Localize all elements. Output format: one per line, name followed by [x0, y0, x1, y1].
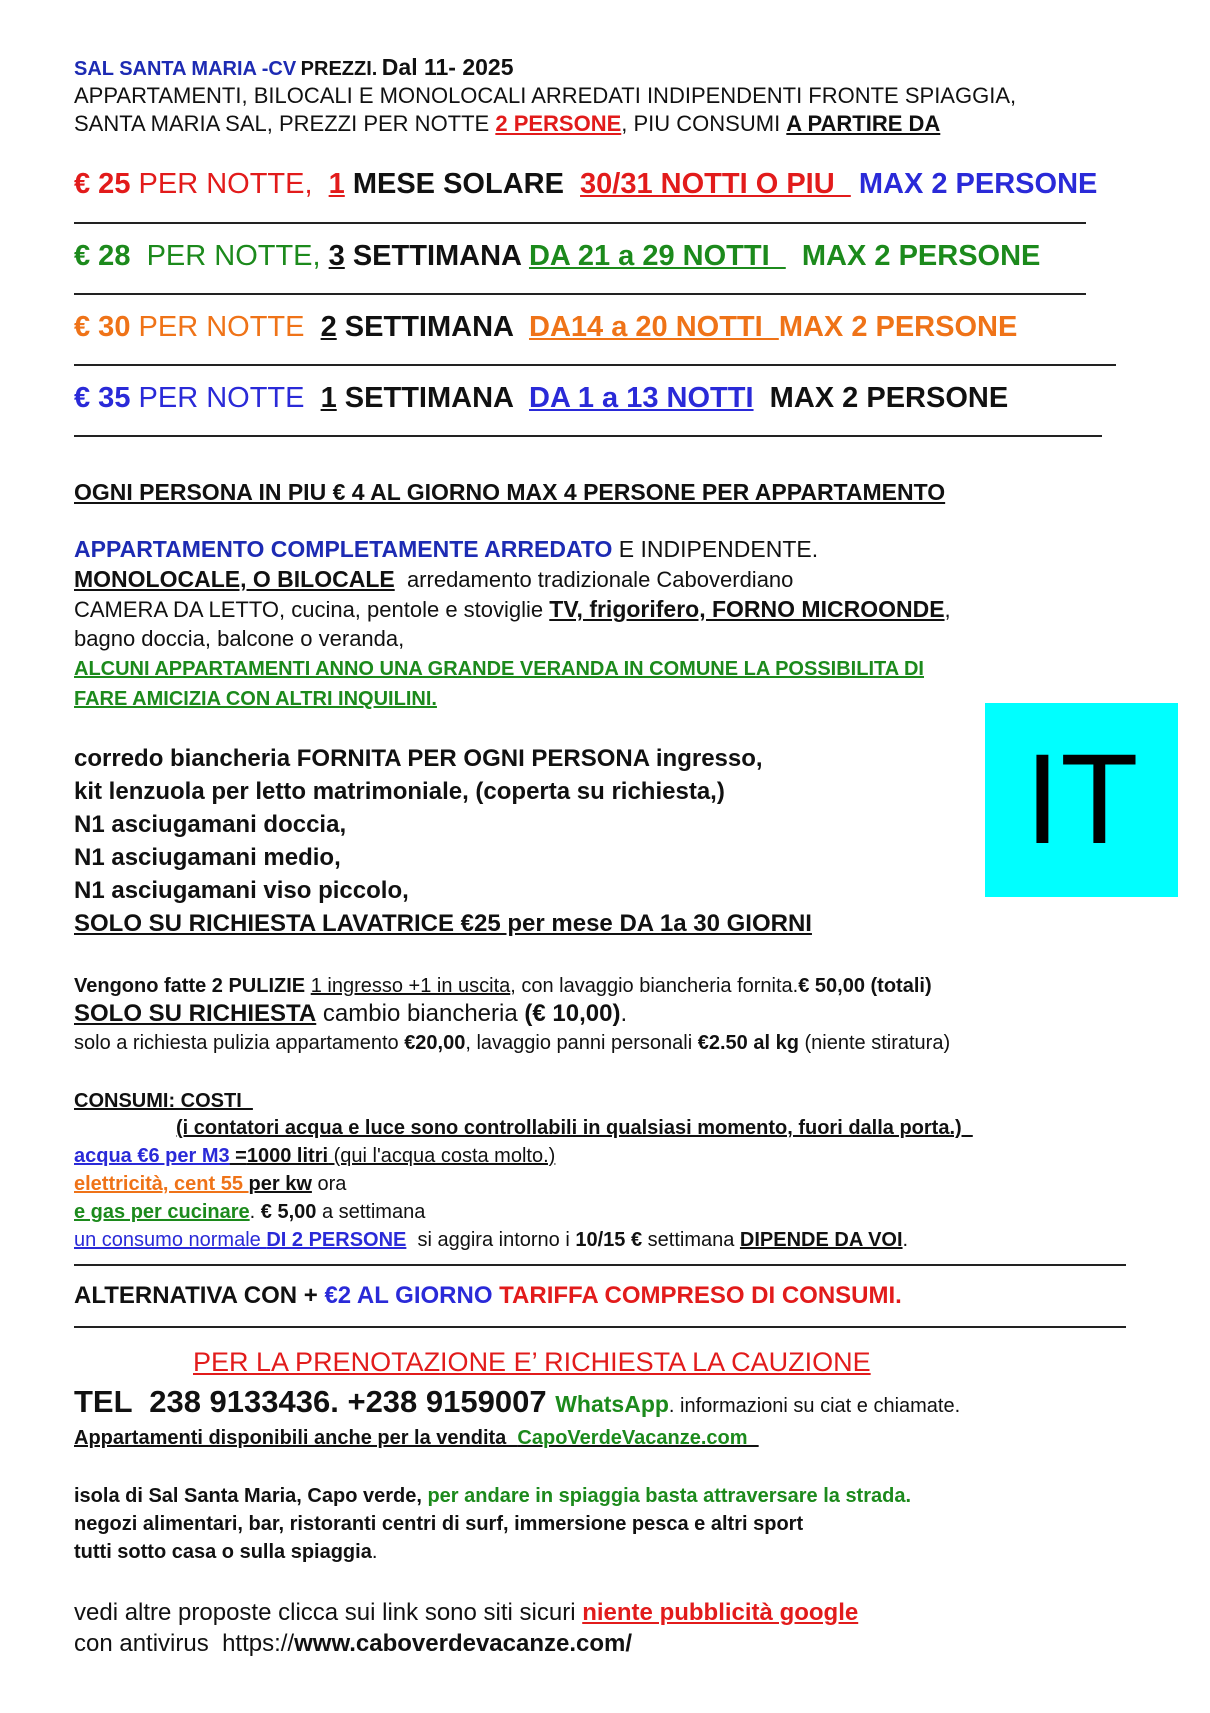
gas-cost [74, 1201, 425, 1224]
linen-line-4: N1 asciugamani medio, [74, 844, 341, 871]
price-range: DA 1 a 13 NOTTI [529, 382, 754, 414]
gas-period: a settimana [316, 1201, 426, 1223]
divider [74, 1264, 1126, 1266]
no-google-ads: niente pubblicità google [582, 1599, 859, 1626]
cleaning-laundry: , con lavaggio biancheria fornita. [510, 975, 799, 997]
title-prices: PREZZI. [300, 58, 378, 80]
personal-laundry: , lavaggio panni personali [465, 1032, 698, 1054]
water-equals: = [229, 1145, 247, 1167]
footer-antivirus: con antivirus https:// [74, 1630, 295, 1657]
desc-appliances: TV, frigorifero, FORNO MICROONDE [549, 596, 945, 622]
electricity-hour: ora [311, 1173, 347, 1195]
price-max-persons: MAX 2 PERSONE [753, 382, 1009, 414]
location-line-3 [74, 1541, 377, 1564]
gas-label: e gas per cucinare [74, 1201, 250, 1223]
desc-line-6: FARE AMICIZIA CON ALTRI INQUILINI. [74, 688, 437, 710]
linen-line-5: N1 asciugamani viso piccolo, [74, 877, 409, 904]
linen-line-2: kit lenzuola per letto matrimoniale, (coperta su richiesta,) [74, 778, 725, 805]
price-per-night: PER NOTTE, [130, 168, 329, 200]
header-line-1: APPARTAMENTI, BILOCALI E MONOLOCALI ARREDATI INDIPENDENTI FRONTE SPIAGGIA, [74, 83, 1017, 108]
cleaning-line-2 [74, 1000, 627, 1028]
consumi-note: (i contatori acqua e luce sono controllabili in qualsiasi momento, fuori dalla porta.) [176, 1117, 973, 1139]
title-date: Dal 11- 2025 [381, 54, 514, 80]
normal-consumption-week: settimana [642, 1229, 740, 1251]
desc-line-1 [74, 536, 818, 563]
extra-cleaning-price: €20,00 [404, 1032, 466, 1054]
price-period-number: 1 [320, 382, 337, 414]
contact-line [74, 1384, 960, 1420]
contact-info: . informazioni su ciat e chiamate. [668, 1395, 961, 1417]
divider [74, 293, 1086, 295]
divider [74, 364, 1116, 366]
desc-type: MONOLOCALE, O BILOCALE [74, 566, 395, 592]
whatsapp-label[interactable]: WhatsApp [555, 1391, 669, 1417]
electricity-price: elettricità, cent 55 [74, 1173, 249, 1195]
water-price: acqua €6 per M3 [74, 1145, 230, 1167]
beach-access: per andare in spiaggia basta attraversare la strada. [427, 1485, 912, 1507]
price-period: SETTIMANA [336, 311, 529, 343]
cleaning-line-3 [74, 1032, 950, 1055]
alternative-label: ALTERNATIVA CON + [74, 1282, 325, 1309]
alternative-price: €2 AL GIORNO [324, 1282, 493, 1309]
price-range: 30/31 NOTTI O PIU [580, 168, 851, 200]
alternative-included: TARIFFA COMPRESO DI CONSUMI. [492, 1282, 902, 1309]
linen-line-1: corredo biancheria FORNITA PER OGNI PERSONA ingresso, [74, 745, 763, 772]
desc-style: arredamento tradizionale Caboverdiano [394, 567, 794, 592]
price-period-number: 3 [328, 240, 345, 272]
cleaning-in-out: 1 ingresso +1 in uscita [310, 975, 511, 997]
price-max-persons: MAX 2 PERSONE [785, 240, 1041, 272]
price-per-night: PER NOTTE [130, 382, 321, 414]
language-badge [985, 703, 1178, 897]
linen-change-price: (€ 10,00) [524, 1000, 621, 1027]
gas-dot: . [249, 1201, 261, 1223]
price-period: SETTIMANA [344, 240, 529, 272]
footer-proposals: vedi altre proposte clicca sui link sono siti sicuri [74, 1599, 583, 1626]
divider [74, 1326, 1126, 1328]
cleaning-total: € 50,00 (totali) [798, 975, 932, 997]
electricity-cost [74, 1173, 346, 1196]
phone-numbers[interactable]: TEL 238 9133436. +238 9159007 [74, 1384, 556, 1419]
normal-consumption-text: si aggira intorno i [406, 1229, 576, 1251]
sale-line [74, 1427, 759, 1450]
header-persons: 2 PERSONE [495, 111, 622, 136]
price-period-number: 2 [320, 311, 337, 343]
desc-independent: E INDIPENDENTE. [612, 536, 819, 562]
desc-line-2 [74, 566, 793, 593]
footer-line-2 [74, 1630, 632, 1658]
desc-furnished: APPARTAMENTO COMPLETAMENTE ARREDATO [74, 536, 613, 562]
gas-price: € 5,00 [260, 1201, 317, 1223]
price-range: DA 21 a 29 NOTTI [528, 240, 786, 272]
price-period-number: 1 [328, 168, 345, 200]
location-line-1 [74, 1485, 911, 1508]
period: . [620, 1000, 628, 1027]
price-per-night: PER NOTTE [130, 311, 321, 343]
electricity-unit: per kw [248, 1173, 312, 1195]
desc-line-5: ALCUNI APPARTAMENTI ANNO UNA GRANDE VERANDA IN COMUNE LA POSSIBILITA DI [74, 658, 924, 680]
footer-line-1 [74, 1599, 858, 1627]
title-location: SAL SANTA MARIA -CV [74, 58, 297, 80]
header-line-2 [74, 111, 940, 137]
desc-line-4: bagno doccia, balcone o veranda, [74, 626, 405, 651]
water-note: (qui l'acqua costa molto.) [328, 1145, 556, 1167]
cleaning-count: Vengono fatte 2 PULIZIE [74, 975, 311, 997]
extra-person-note: OGNI PERSONA IN PIU € 4 AL GIORNO MAX 4 PERSONE PER APPARTAMENTO [74, 479, 946, 505]
location-nearby: tutti sotto casa o sulla spiaggia [74, 1541, 372, 1563]
water-cost [74, 1145, 555, 1168]
divider [74, 222, 1086, 224]
divider [74, 435, 1102, 437]
price-period: SETTIMANA [336, 382, 529, 414]
price-max-persons: MAX 2 PERSONE [778, 311, 1018, 343]
price-range: DA14 a 20 NOTTI [529, 311, 779, 343]
cleaning-line-1 [74, 975, 932, 998]
personal-laundry-price: €2.50 al kg [697, 1032, 799, 1054]
price-row-3 [74, 311, 1017, 344]
period: . [371, 1541, 378, 1563]
period: . [902, 1229, 909, 1251]
language-badge-text: IT [1024, 728, 1139, 871]
price-amount: € 30 [74, 311, 131, 343]
price-row-2 [74, 240, 1040, 273]
header-title [74, 54, 514, 81]
website-link[interactable]: www.caboverdevacanze.com/ [294, 1630, 633, 1657]
sale-text: Appartamenti disponibili anche per la vendita [74, 1427, 518, 1449]
price-row-1 [74, 168, 1097, 201]
location-island: isola di Sal Santa Maria, Capo verde, [74, 1485, 428, 1507]
price-max-persons: MAX 2 PERSONE [850, 168, 1098, 200]
linen-line-6: SOLO SU RICHIESTA LAVATRICE €25 per mese DA 1a 30 GIORNI [74, 910, 812, 937]
price-period: MESE SOLARE [344, 168, 581, 200]
price-amount: € 28 [74, 240, 131, 272]
on-request: SOLO SU RICHIESTA [74, 1000, 317, 1027]
header-starting-from: A PARTIRE DA [786, 111, 941, 136]
desc-comma: , [944, 597, 951, 622]
deposit-required: PER LA PRENOTAZIONE E’ RICHIESTA LA CAUZIONE [193, 1347, 871, 1377]
price-amount: € 35 [74, 382, 131, 414]
location-line-2: negozi alimentari, bar, ristoranti centri di surf, immersione pesca e altri sport [74, 1513, 804, 1535]
water-liters: 1000 litri [246, 1145, 329, 1167]
price-row-4 [74, 382, 1008, 415]
extra-cleaning: solo a richiesta pulizia appartamento [74, 1032, 405, 1054]
header-line-2-text-b: , PIU CONSUMI [621, 111, 787, 136]
sale-site-link[interactable]: CapoVerdeVacanze.com [517, 1427, 759, 1449]
price-per-night: PER NOTTE, [130, 240, 329, 272]
desc-rooms: CAMERA DA LETTO, cucina, pentole e stoviglie [74, 597, 550, 622]
price-amount: € 25 [74, 168, 131, 200]
normal-consumption-amount: 10/15 € [575, 1229, 643, 1251]
linen-line-3: N1 asciugamani doccia, [74, 811, 347, 838]
normal-consumption-persons: DI 2 PERSONE [266, 1229, 407, 1251]
linen-change: cambio biancheria [316, 1000, 525, 1027]
header-line-2-text: SANTA MARIA SAL, PREZZI PER NOTTE [74, 111, 496, 136]
normal-consumption-label: un consumo normale [74, 1229, 267, 1251]
consumi-title: CONSUMI: COSTI [74, 1090, 253, 1112]
desc-line-3 [74, 596, 951, 623]
normal-consumption [74, 1229, 908, 1252]
alternative-tariff [74, 1282, 902, 1310]
no-ironing: (niente stiratura) [798, 1032, 951, 1054]
depends-on-you: DIPENDE DA VOI [739, 1229, 903, 1251]
